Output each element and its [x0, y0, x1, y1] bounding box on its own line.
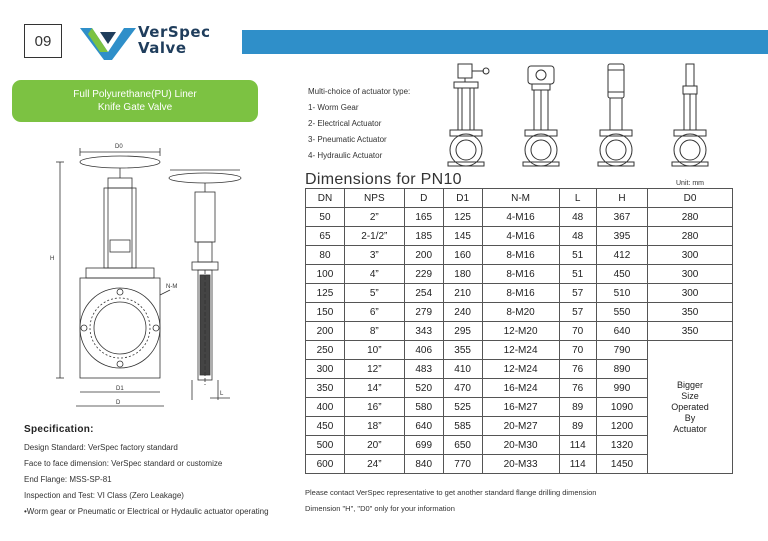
table-cell: 650: [443, 436, 482, 455]
table-cell: 20-M30: [482, 436, 559, 455]
drawing-label-d: D: [116, 400, 121, 406]
dimension-info-note: Dimension "H", "D0" only for your information: [305, 504, 455, 513]
table-cell: 48: [559, 227, 596, 246]
specification-title: Specification:: [24, 424, 94, 435]
table-cell: 12-M24: [482, 360, 559, 379]
table-cell: 6”: [344, 303, 404, 322]
table-cell: 14”: [344, 379, 404, 398]
table-cell: 8”: [344, 322, 404, 341]
table-cell: 240: [443, 303, 482, 322]
column-header: H: [596, 189, 647, 208]
table-cell: 640: [596, 322, 647, 341]
table-cell: 300: [648, 284, 733, 303]
specification-line: Inspection and Test: VI Class (Zero Leakage): [24, 491, 184, 500]
electrical-actuator-valve-icon: [523, 66, 559, 166]
table-cell: 114: [559, 455, 596, 474]
specification-line: Face to face dimension: VerSpec standard or customize: [24, 459, 223, 468]
table-cell: 20-M33: [482, 455, 559, 474]
table-cell: 12”: [344, 360, 404, 379]
table-cell: 20”: [344, 436, 404, 455]
table-cell: 24”: [344, 455, 404, 474]
column-header: NPS: [344, 189, 404, 208]
brand-line2: Valve: [138, 39, 187, 57]
dimensions-title: Dimensions for PN10: [305, 171, 462, 188]
product-title: [12, 80, 258, 122]
table-cell: 699: [404, 436, 443, 455]
table-cell: 210: [443, 284, 482, 303]
table-cell: 16-M27: [482, 398, 559, 417]
table-row: [306, 246, 733, 265]
table-cell: 470: [443, 379, 482, 398]
table-cell: 350: [648, 322, 733, 341]
table-cell: 5”: [344, 284, 404, 303]
merged-note-line: By: [684, 412, 696, 423]
table-cell: 790: [596, 341, 647, 360]
table-cell: 89: [559, 417, 596, 436]
table-cell: 76: [559, 360, 596, 379]
table-cell: 585: [443, 417, 482, 436]
product-title-line2: Knife Gate Valve: [97, 102, 173, 113]
table-row: [306, 341, 733, 360]
table-cell: 150: [306, 303, 345, 322]
table-cell: 8-M16: [482, 284, 559, 303]
table-cell: 20-M27: [482, 417, 559, 436]
table-cell: 395: [596, 227, 647, 246]
table-header-row: [306, 189, 733, 208]
table-cell: 300: [648, 265, 733, 284]
table-cell: 406: [404, 341, 443, 360]
drawing-label-d0: D0: [115, 144, 123, 150]
drawing-label-l: L: [220, 391, 224, 397]
specification-line: Design Standard: VerSpec factory standard: [24, 443, 178, 452]
drawing-label-nm: N-M: [166, 284, 178, 290]
table-cell: 410: [443, 360, 482, 379]
table-cell: 8-M16: [482, 265, 559, 284]
table-cell: 125: [306, 284, 345, 303]
table-cell: 2-1/2”: [344, 227, 404, 246]
specification-line: •Worm gear or Pneumatic or Electrical or Hydaulic actuator operating: [24, 507, 269, 516]
table-cell: 250: [306, 341, 345, 360]
table-cell: 89: [559, 398, 596, 417]
table-cell: 12-M20: [482, 322, 559, 341]
merged-note-line: Size: [681, 390, 699, 401]
actuator-item: 4- Hydraulic Actuator: [308, 151, 383, 160]
merged-note-line: Bigger: [677, 379, 704, 390]
table-cell: 200: [404, 246, 443, 265]
actuator-variants-illustration: [440, 62, 740, 172]
hydraulic-actuator-valve-icon: [672, 64, 708, 166]
table-cell: 400: [306, 398, 345, 417]
table-cell: 840: [404, 455, 443, 474]
table-cell: 8-M20: [482, 303, 559, 322]
table-cell: 18”: [344, 417, 404, 436]
table-cell: 16-M24: [482, 379, 559, 398]
table-cell: 1320: [596, 436, 647, 455]
table-cell: 550: [596, 303, 647, 322]
table-cell: 4-M16: [482, 227, 559, 246]
table-cell: 100: [306, 265, 345, 284]
column-header: DN: [306, 189, 345, 208]
table-cell: 600: [306, 455, 345, 474]
table-cell: 1090: [596, 398, 647, 417]
drawing-label-h: H: [50, 256, 55, 262]
table-cell: 770: [443, 455, 482, 474]
table-cell: 412: [596, 246, 647, 265]
actuator-list: [308, 84, 410, 164]
table-cell: 160: [443, 246, 482, 265]
table-cell: 70: [559, 341, 596, 360]
column-header: D1: [443, 189, 482, 208]
table-cell: 254: [404, 284, 443, 303]
table-row: [306, 303, 733, 322]
actuator-heading: Multi-choice of actuator type:: [308, 87, 411, 96]
table-cell: 3”: [344, 246, 404, 265]
table-cell: 1450: [596, 455, 647, 474]
table-cell: 280: [648, 208, 733, 227]
table-cell: 1200: [596, 417, 647, 436]
column-header: N-M: [482, 189, 559, 208]
actuator-item: 3- Pneumatic Actuator: [308, 135, 387, 144]
table-row: [306, 227, 733, 246]
table-cell: 483: [404, 360, 443, 379]
actuator-item: 1- Worm Gear: [308, 103, 359, 112]
table-cell: 300: [648, 246, 733, 265]
table-cell: 640: [404, 417, 443, 436]
table-cell: 180: [443, 265, 482, 284]
merged-actuator-note: [648, 341, 733, 474]
specification-line: End Flange: MSS-SP-81: [24, 475, 112, 484]
table-cell: 500: [306, 436, 345, 455]
table-cell: 65: [306, 227, 345, 246]
pneumatic-actuator-valve-icon: [598, 64, 634, 166]
table-row: [306, 284, 733, 303]
header-bar: [242, 30, 768, 54]
table-cell: 890: [596, 360, 647, 379]
table-cell: 350: [306, 379, 345, 398]
table-cell: 8-M16: [482, 246, 559, 265]
table-cell: 990: [596, 379, 647, 398]
table-cell: 520: [404, 379, 443, 398]
merged-note-line: Operated: [671, 401, 709, 412]
column-header: L: [559, 189, 596, 208]
table-cell: 450: [306, 417, 345, 436]
table-cell: 4”: [344, 265, 404, 284]
valve-technical-drawing: [20, 130, 250, 420]
flange-drilling-note: Please contact VerSpec representative to get another standard flange drilling dimension: [305, 488, 597, 497]
table-cell: 185: [404, 227, 443, 246]
table-cell: 70: [559, 322, 596, 341]
table-cell: 57: [559, 303, 596, 322]
table-cell: 280: [648, 227, 733, 246]
page-number: 09: [24, 24, 62, 58]
table-cell: 145: [443, 227, 482, 246]
table-cell: 57: [559, 284, 596, 303]
table-cell: 114: [559, 436, 596, 455]
table-cell: 50: [306, 208, 345, 227]
table-row: [306, 322, 733, 341]
table-cell: 355: [443, 341, 482, 360]
worm-gear-valve-icon: [448, 64, 489, 166]
table-cell: 125: [443, 208, 482, 227]
table-cell: 16”: [344, 398, 404, 417]
table-cell: 76: [559, 379, 596, 398]
table-cell: 279: [404, 303, 443, 322]
table-cell: 343: [404, 322, 443, 341]
table-cell: 300: [306, 360, 345, 379]
table-cell: 525: [443, 398, 482, 417]
product-title-line1: Full Polyurethane(PU) Liner: [73, 89, 197, 100]
table-cell: 80: [306, 246, 345, 265]
table-cell: 580: [404, 398, 443, 417]
drawing-label-d1: D1: [116, 386, 124, 392]
table-cell: 12-M24: [482, 341, 559, 360]
merged-note-line: Actuator: [673, 423, 707, 434]
actuator-item: 2- Electrical Actuator: [308, 119, 382, 128]
table-cell: 2”: [344, 208, 404, 227]
table-cell: 51: [559, 265, 596, 284]
table-cell: 295: [443, 322, 482, 341]
brand-name: [138, 24, 210, 56]
table-cell: 48: [559, 208, 596, 227]
table-cell: 350: [648, 303, 733, 322]
table-cell: 200: [306, 322, 345, 341]
table-cell: 450: [596, 265, 647, 284]
table-cell: 229: [404, 265, 443, 284]
table-row: [306, 265, 733, 284]
column-header: D: [404, 189, 443, 208]
table-row: [306, 208, 733, 227]
table-cell: 510: [596, 284, 647, 303]
unit-label: Unit: mm: [676, 180, 704, 187]
table-cell: 10”: [344, 341, 404, 360]
column-header: D0: [648, 189, 733, 208]
table-cell: 165: [404, 208, 443, 227]
table-cell: 367: [596, 208, 647, 227]
table-cell: 51: [559, 246, 596, 265]
dimensions-table: [305, 188, 733, 474]
specification-list: [24, 440, 269, 520]
table-cell: 4-M16: [482, 208, 559, 227]
brand-line1: VerSpec: [138, 23, 211, 41]
